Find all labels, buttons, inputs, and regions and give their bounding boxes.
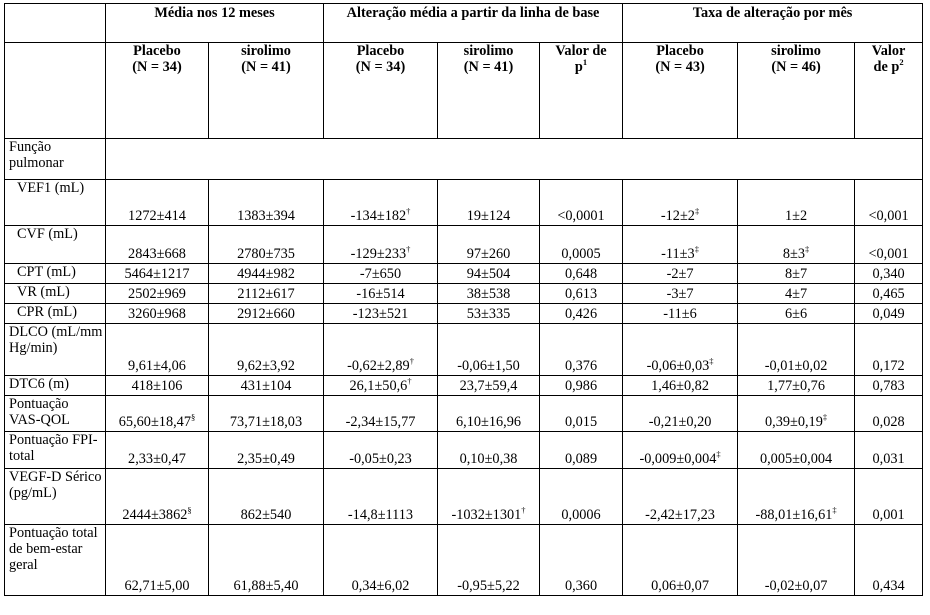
group-header-12-months: Média nos 12 meses — [106, 4, 324, 43]
footnote-mark: † — [406, 206, 411, 217]
row-label: Pontuação FPI-total — [5, 432, 106, 469]
cell-value: 26,1±50,6 — [349, 378, 408, 394]
table-cell — [855, 324, 923, 376]
table-cell — [623, 304, 738, 324]
results-table — [4, 3, 923, 596]
cell-value: -3±7 — [666, 286, 694, 302]
cell-value: 62,71±5,00 — [124, 578, 190, 594]
cell-value: -12±2 — [660, 208, 695, 224]
table-cell — [209, 376, 324, 396]
table-cell — [324, 180, 438, 226]
cell-value: -0,01±0,02 — [764, 358, 828, 374]
row-label: DTC6 (m) — [5, 376, 106, 396]
cell-value: -0,05±0,23 — [349, 451, 412, 467]
footnote-mark: † — [521, 505, 526, 516]
cell-value: -1032±1301 — [451, 507, 522, 523]
cell-value: -88,01±16,61 — [755, 507, 833, 523]
table-cell — [324, 376, 438, 396]
table-cell — [324, 525, 438, 596]
footnote-mark: † — [407, 376, 412, 387]
col-header-3: sirolimo (N = 41) — [438, 43, 540, 139]
table-cell — [623, 324, 738, 376]
cell-value: 0,340 — [872, 266, 905, 282]
cell-value: -16±514 — [356, 286, 405, 302]
table-cell — [540, 376, 623, 396]
table-cell — [855, 180, 923, 226]
table-cell — [106, 284, 209, 304]
row-label: VR (mL) — [5, 284, 106, 304]
cell-value: 0,986 — [564, 378, 598, 394]
table-cell — [438, 396, 540, 432]
footnote-mark: ‡ — [694, 206, 700, 217]
cell-value: 65,60±18,47 — [118, 414, 191, 430]
table-cell — [855, 396, 923, 432]
cell-value: -0,95±5,22 — [457, 578, 520, 594]
cell-value: 0,783 — [872, 378, 905, 394]
cell-value: 8±3 — [782, 246, 805, 262]
table-row — [5, 180, 923, 226]
table-cell — [106, 226, 209, 264]
row-label: VEGF-D Sérico (pg/mL) — [5, 469, 106, 525]
cell-value: -0,62±2,89 — [347, 358, 410, 374]
table-cell — [438, 284, 540, 304]
table-cell — [855, 264, 923, 284]
cell-value: 4944±982 — [237, 266, 295, 282]
table-cell — [438, 469, 540, 525]
row-label: Pontuação total de bem-estar geral — [5, 525, 106, 596]
cell-value: 0,34±6,02 — [351, 578, 410, 594]
table-row — [5, 376, 923, 396]
table-cell — [540, 284, 623, 304]
col-header-7: Valor de $p^2$ — [855, 43, 923, 139]
cell-value: 19±124 — [466, 208, 511, 224]
table-cell — [324, 469, 438, 525]
table-cell — [623, 284, 738, 304]
table-cell — [623, 264, 738, 284]
table-row — [5, 264, 923, 284]
cell-value: 53±335 — [466, 306, 511, 322]
table-cell — [106, 264, 209, 284]
table-cell — [855, 226, 923, 264]
footnote-mark: ‡ — [694, 244, 699, 255]
header-group-row — [5, 4, 923, 43]
footnote-mark: ‡ — [822, 412, 828, 423]
table-cell — [540, 525, 623, 596]
cell-value: 0,015 — [564, 414, 598, 430]
cell-value: 4±7 — [784, 286, 808, 302]
cell-value: 61,88±5,40 — [233, 578, 299, 594]
table-cell — [540, 226, 623, 264]
table-row — [5, 525, 923, 596]
table-cell — [738, 180, 855, 226]
cell-value: 0,10±0,38 — [459, 451, 518, 467]
table-cell — [324, 304, 438, 324]
footnote-mark: ‡ — [832, 505, 837, 516]
table-cell — [540, 180, 623, 226]
footnote-mark: † — [409, 356, 414, 367]
group-header-rate-per-month: Taxa de alteração por mês — [623, 4, 923, 43]
cell-value: 2912±660 — [237, 306, 295, 322]
table-cell — [738, 396, 855, 432]
cell-value: 9,61±4,06 — [128, 358, 186, 374]
table-cell — [209, 304, 324, 324]
table-cell — [540, 469, 623, 525]
cell-value: -129±233 — [350, 246, 407, 262]
cell-value: 0,434 — [872, 578, 905, 594]
table-cell — [738, 432, 855, 469]
cell-value: 6,10±16,96 — [455, 414, 522, 430]
table-cell — [438, 180, 540, 226]
cell-value: 0,172 — [872, 358, 905, 374]
table-cell — [106, 432, 209, 469]
table-cell — [324, 324, 438, 376]
footnote-mark: ‡ — [805, 244, 810, 255]
cell-value: -7±650 — [359, 266, 402, 282]
table-row — [5, 432, 923, 469]
table-cell — [738, 376, 855, 396]
row-label: CPR (mL) — [5, 304, 106, 324]
cell-value: 0,001 — [872, 507, 905, 523]
table-cell — [855, 376, 923, 396]
cell-value: 0,06±0,07 — [651, 578, 709, 594]
table-row — [5, 324, 923, 376]
footnote-mark: † — [406, 244, 411, 255]
table-cell — [855, 469, 923, 525]
cell-value: <0,001 — [868, 208, 909, 224]
table-cell — [623, 525, 738, 596]
cell-value: 6±6 — [784, 306, 808, 322]
table-cell — [855, 525, 923, 596]
table-cell — [438, 264, 540, 284]
table-cell — [209, 264, 324, 284]
cell-value: -2,34±15,77 — [345, 414, 416, 430]
table-cell — [438, 304, 540, 324]
table-cell — [438, 525, 540, 596]
cell-value: 0,031 — [872, 451, 905, 467]
cell-value: -0,06±0,03 — [646, 358, 710, 374]
footnote-mark: ‡ — [709, 356, 714, 367]
table-cell — [324, 226, 438, 264]
table-cell — [324, 432, 438, 469]
cell-value: 2112±617 — [237, 286, 295, 302]
table-row — [5, 226, 923, 264]
row-label: CPT (mL) — [5, 264, 106, 284]
corner-cell — [5, 4, 106, 43]
cell-value: 38±538 — [466, 286, 511, 302]
table-cell — [106, 469, 209, 525]
cell-value: -0,009±0,004 — [639, 451, 717, 467]
table-cell — [209, 469, 324, 525]
table-cell — [540, 304, 623, 324]
row-label: CVF (mL) — [5, 226, 106, 264]
cell-value: 1,77±0,76 — [767, 378, 825, 394]
cell-value: 8±7 — [784, 266, 808, 282]
cell-value: -14,8±1113 — [347, 507, 414, 523]
table-cell — [540, 396, 623, 432]
cell-value: 0,465 — [872, 286, 905, 302]
table-cell — [209, 284, 324, 304]
table-cell — [209, 525, 324, 596]
cell-value: 0,376 — [564, 358, 598, 374]
cell-value: 94±504 — [466, 266, 511, 282]
table-row — [5, 304, 923, 324]
table-cell — [209, 226, 324, 264]
table-cell — [106, 324, 209, 376]
row-label: Pontuação VAS-QOL — [5, 396, 106, 432]
cell-value: 2,35±0,49 — [237, 451, 295, 467]
table-row — [5, 396, 923, 432]
table-cell — [106, 376, 209, 396]
cell-value: 5464±1217 — [124, 266, 190, 282]
table-cell — [540, 432, 623, 469]
cell-value: -11±3 — [661, 246, 695, 262]
cell-value: 0,0006 — [561, 507, 601, 523]
cell-value: 0,089 — [564, 451, 598, 467]
group-header-change-from-baseline: Alteração média a partir da linha de base — [324, 4, 623, 43]
table-cell — [209, 180, 324, 226]
col-header-0: Placebo (N = 34) — [106, 43, 209, 139]
table-cell — [106, 525, 209, 596]
cell-value: 23,7±59,4 — [459, 378, 518, 394]
corner-cell — [5, 43, 106, 139]
table-cell — [855, 304, 923, 324]
cell-value: -123±521 — [352, 306, 409, 322]
table-cell — [324, 284, 438, 304]
col-header-4: Valor de $p^1$ — [540, 43, 623, 139]
cell-value: 0,005±0,004 — [759, 451, 833, 467]
table-cell — [623, 396, 738, 432]
col-header-5: Placebo (N = 43) — [623, 43, 738, 139]
table-cell — [438, 324, 540, 376]
cell-value: 0,426 — [564, 306, 598, 322]
cell-value: -11±6 — [663, 306, 697, 322]
cell-value: 0,028 — [872, 414, 905, 430]
table-cell — [540, 264, 623, 284]
col-header-1: sirolimo (N = 41) — [209, 43, 324, 139]
table-cell — [738, 226, 855, 264]
cell-value: 862±540 — [240, 507, 292, 523]
table-row — [5, 284, 923, 304]
cell-value: 0,613 — [564, 286, 598, 302]
table-cell — [738, 264, 855, 284]
cell-value: 1383±394 — [237, 208, 295, 224]
table-cell — [738, 284, 855, 304]
table-cell — [438, 432, 540, 469]
section-spacer — [106, 139, 923, 180]
cell-value: 0,360 — [564, 578, 598, 594]
table-cell — [324, 396, 438, 432]
cell-value: 0,0005 — [561, 246, 601, 262]
header-columns-row — [5, 43, 923, 139]
table-cell — [623, 376, 738, 396]
cell-value: -0,06±1,50 — [457, 358, 520, 374]
row-label: DLCO (mL/mm Hg/min) — [5, 324, 106, 376]
section-row — [5, 139, 923, 180]
cell-value: 0,39±0,19 — [764, 414, 823, 430]
table-cell — [324, 264, 438, 284]
cell-value: 418±106 — [131, 378, 183, 394]
cell-value: 2502±969 — [128, 286, 186, 302]
cell-value: 73,71±18,03 — [229, 414, 303, 430]
cell-value: 0,049 — [872, 306, 905, 322]
cell-value: 2843±668 — [128, 246, 186, 262]
table-cell — [540, 324, 623, 376]
cell-value: -2,42±17,23 — [645, 507, 715, 523]
cell-value: -0,21±0,20 — [648, 414, 712, 430]
cell-value: 2780±735 — [237, 246, 295, 262]
table-row — [5, 469, 923, 525]
footnote-mark: ‡ — [716, 449, 721, 460]
cell-value: -0,02±0,07 — [764, 578, 828, 594]
table-cell — [738, 304, 855, 324]
table-cell — [855, 284, 923, 304]
cell-value: 431±104 — [240, 378, 292, 394]
cell-value: 2444±3862 — [122, 507, 188, 523]
table-cell — [106, 396, 209, 432]
table-cell — [438, 376, 540, 396]
section-label: Função pulmonar — [5, 139, 106, 180]
cell-value: 1272±414 — [128, 208, 186, 224]
cell-value: 1±2 — [784, 208, 808, 224]
table-cell — [623, 432, 738, 469]
table-cell — [209, 432, 324, 469]
cell-value: <0,0001 — [557, 208, 605, 224]
table-cell — [738, 525, 855, 596]
table-cell — [738, 324, 855, 376]
table-cell — [623, 180, 738, 226]
cell-value: -2±7 — [666, 266, 694, 282]
cell-value: 3260±968 — [128, 306, 186, 322]
table-cell — [738, 469, 855, 525]
table-cell — [855, 432, 923, 469]
table-cell — [623, 226, 738, 264]
table-cell — [106, 304, 209, 324]
table-cell — [209, 396, 324, 432]
cell-value: 2,33±0,47 — [128, 451, 186, 467]
table-cell — [623, 469, 738, 525]
cell-value: <0,001 — [868, 246, 909, 262]
footnote-mark: § — [187, 505, 192, 516]
table-cell — [209, 324, 324, 376]
cell-value: -134±182 — [350, 208, 407, 224]
cell-value: 97±260 — [466, 246, 511, 262]
cell-value: 1,46±0,82 — [651, 378, 709, 394]
col-header-2: Placebo (N = 34) — [324, 43, 438, 139]
footnote-mark: § — [190, 412, 196, 423]
row-label: VEF1 (mL) — [5, 180, 106, 226]
table-cell — [438, 226, 540, 264]
col-header-6: sirolimo (N = 46) — [738, 43, 855, 139]
table-cell — [106, 180, 209, 226]
cell-value: 0,648 — [564, 266, 598, 282]
cell-value: 9,62±3,92 — [237, 358, 295, 374]
